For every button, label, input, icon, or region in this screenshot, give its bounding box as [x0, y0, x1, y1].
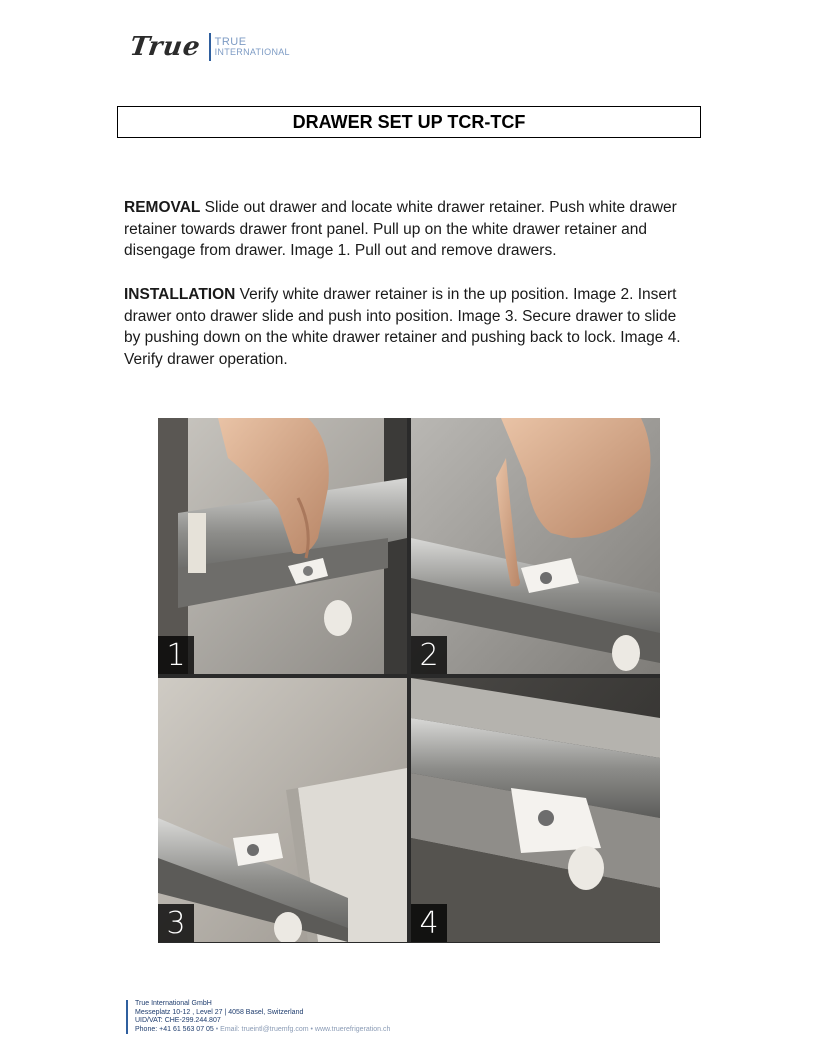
logo-wordmark: True — [127, 32, 203, 62]
footer-phone: Phone: +41 61 563 07 05 — [135, 1025, 214, 1033]
instruction-image-1 — [158, 418, 407, 674]
installation-text: Verify white drawer retainer is in the up position. Image 2. Insert drawer onto drawer slide and push into position. Image 3. Secure drawer to slide by pushing down on the white drawer retainer and pushing back to lock. Image 4. Verify drawer operation. — [124, 286, 681, 368]
footer-company: True International GmbH — [135, 1000, 212, 1007]
footer-phone-line — [135, 1026, 390, 1035]
footer-contact-links: • Email: trueintl@truemfg.com • www.truerefrigeration.ch — [213, 1025, 391, 1033]
logo-line-1: TRUE — [214, 35, 247, 48]
image-3-photo — [158, 678, 407, 942]
installation-label: INSTALLATION — [124, 286, 236, 303]
footer-address: Messeplatz 10-12 , Level 27 | 4058 Basel, Switzerland — [135, 1008, 304, 1016]
removal-paragraph — [124, 197, 684, 262]
logo-text — [215, 37, 290, 58]
logo-divider — [209, 33, 211, 61]
image-2-photo — [411, 418, 660, 674]
installation-paragraph — [124, 284, 684, 370]
logo-line-2: INTERNATIONAL — [214, 47, 290, 58]
page-title: DRAWER SET UP TCR-TCF — [292, 111, 526, 132]
footer-contact — [126, 1000, 390, 1034]
image-number-badge: 2 — [411, 636, 447, 674]
instruction-image-grid — [158, 418, 660, 943]
removal-text: Slide out drawer and locate white drawer retainer. Push white drawer retainer towards drawer front panel. Pull up on the white drawer retainer and disengage from drawer. Image 1. Pull out and remove drawers. — [124, 199, 677, 259]
instruction-image-4 — [411, 678, 660, 942]
image-4-photo — [411, 678, 660, 942]
footer-vat: UID/VAT: CHE-299.244.807 — [135, 1017, 221, 1025]
instruction-image-3 — [158, 678, 407, 942]
image-number-badge: 4 — [411, 904, 447, 942]
title-box — [117, 106, 701, 138]
removal-label: REMOVAL — [124, 199, 201, 216]
instruction-image-2 — [411, 418, 660, 674]
company-logo — [127, 30, 290, 64]
image-1-photo — [158, 418, 407, 674]
image-number-badge: 1 — [158, 636, 194, 674]
image-number-badge: 3 — [158, 904, 194, 942]
